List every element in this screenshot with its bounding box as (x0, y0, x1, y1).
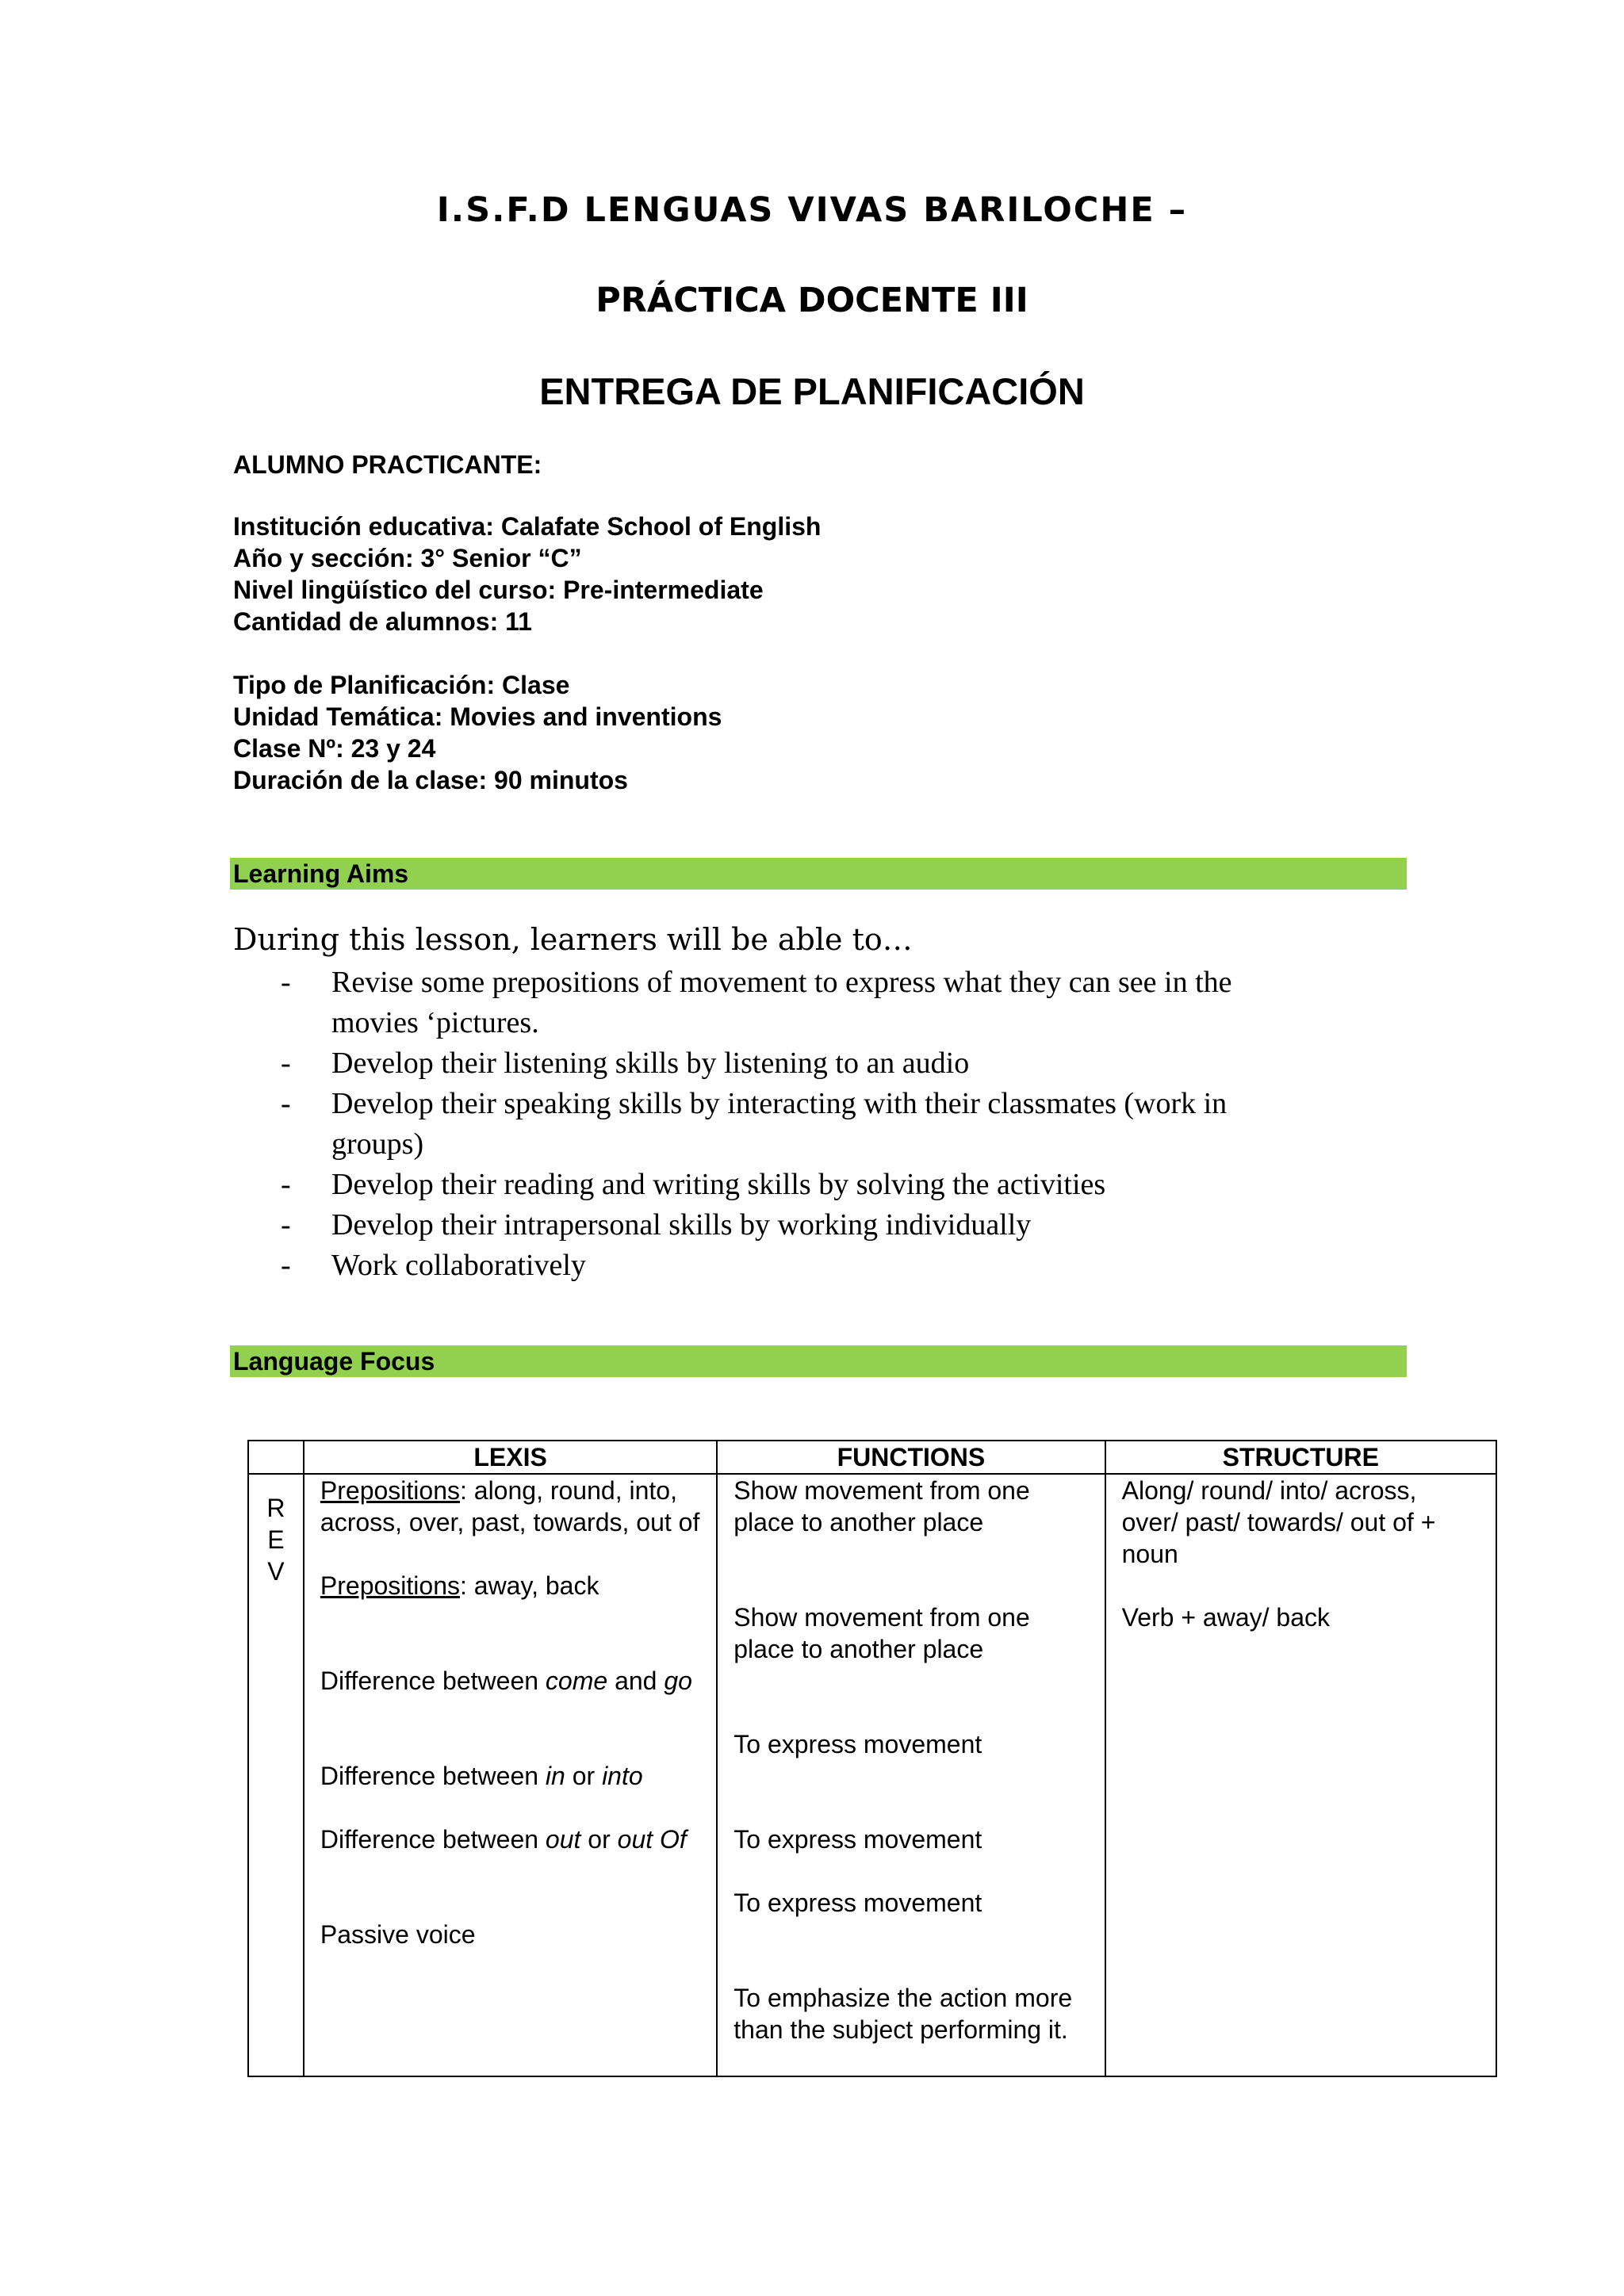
plan-info (233, 669, 722, 796)
table-row (248, 1474, 1496, 2076)
language-focus-table (247, 1440, 1497, 2077)
function-item: To express movement (733, 1888, 982, 1917)
aim-item: - Work collaboratively (281, 1246, 1320, 1286)
function-item: To express movement (733, 1825, 982, 1854)
lexis-prepositions-1: Prepositions: along, round, into, across, over, past, towards, out of (320, 1476, 700, 1536)
aim-item: - Revise some prepositions of movement to express what they can see in the movies ‘pictures. (281, 962, 1320, 1043)
aim-item: - Develop their speaking skills by interacting with their classmates (work in groups) (281, 1084, 1320, 1165)
class-number-line: Clase Nº: 23 y 24 (233, 734, 436, 763)
aims-intro: During this lesson, learners will be able to… (233, 922, 913, 957)
list-dash: - (281, 1249, 291, 1282)
document-title: ENTREGA DE PLANIFICACIÓN (539, 370, 1085, 412)
header-structure: STRUCTURE (1105, 1441, 1496, 1474)
structure-cell (1105, 1474, 1496, 2076)
structure-item: Verb + away/ back (1121, 1603, 1330, 1632)
lexis-prepositions-2: Prepositions: away, back (320, 1571, 599, 1600)
function-item: To express movement (733, 1730, 982, 1758)
header-lexis: LEXIS (304, 1441, 717, 1474)
lexis-in-into: Difference between in or into (320, 1762, 643, 1790)
lexis-out-outof: Difference between out or out Of (320, 1825, 687, 1854)
lexis-come-go: Difference between come and go (320, 1667, 692, 1695)
course-info (233, 511, 821, 637)
duration-line: Duración de la clase: 90 minutos (233, 766, 628, 794)
function-item: Show movement from one place to another place (733, 1603, 1030, 1663)
aim-item: - Develop their reading and writing skills by solving the activities (281, 1165, 1320, 1205)
aims-list (281, 962, 1320, 1286)
institution-title: I.S.F.D LENGUAS VIVAS BARILOCHE – (436, 190, 1188, 230)
unit-line: Unidad Temática: Movies and inventions (233, 702, 722, 731)
function-item: To emphasize the action more than the subject performing it. (733, 1984, 1073, 2044)
plan-type-line: Tipo de Planificación: Clase (233, 671, 570, 699)
level-line: Nivel lingüístico del curso: Pre-intermediate (233, 576, 764, 604)
list-dash: - (281, 1208, 291, 1242)
header-empty (248, 1441, 304, 1474)
year-section-line: Año y sección: 3° Senior “C” (233, 544, 582, 572)
institution-line: Institución educativa: Calafate School of English (233, 512, 822, 541)
aim-item: - Develop their intrapersonal skills by working individually (281, 1205, 1320, 1246)
learning-aims-heading: Learning Aims (230, 858, 1407, 890)
student-count-line: Cantidad de alumnos: 11 (233, 607, 532, 636)
aim-item: - Develop their listening skills by listening to an audio (281, 1043, 1320, 1084)
header-functions: FUNCTIONS (717, 1441, 1105, 1474)
lexis-cell (304, 1474, 717, 2076)
structure-item: Along/ round/ into/ across, over/ past/ towards/ out of + noun (1121, 1476, 1436, 1568)
functions-cell (717, 1474, 1105, 2076)
rev-label: R E V (248, 1474, 304, 2076)
table-header-row (248, 1441, 1496, 1474)
function-item: Show movement from one place to another place (733, 1476, 1030, 1536)
list-dash: - (281, 1168, 291, 1201)
language-focus-heading: Language Focus (230, 1345, 1407, 1377)
course-title: PRÁCTICA DOCENTE III (596, 281, 1028, 320)
list-dash: - (281, 966, 291, 999)
list-dash: - (281, 1087, 291, 1120)
list-dash: - (281, 1047, 291, 1080)
student-label: ALUMNO PRACTICANTE: (233, 450, 542, 479)
lexis-passive: Passive voice (320, 1920, 476, 1949)
